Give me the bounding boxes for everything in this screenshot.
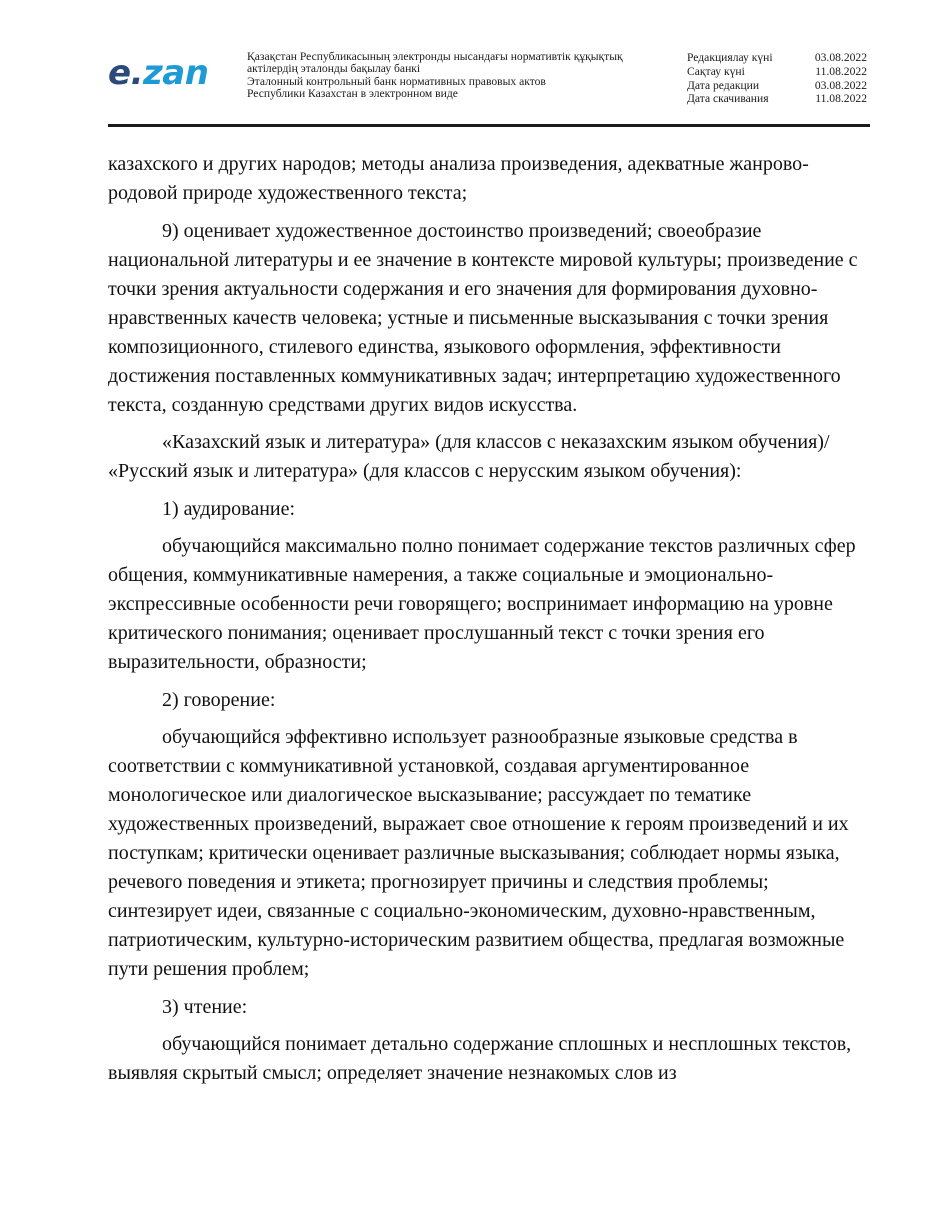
- bank-description-line: Республики Казахстан в электронном виде: [247, 87, 458, 101]
- logo-e: e: [108, 53, 131, 93]
- section-heading: 2) говорение:: [162, 688, 276, 711]
- ezan-logo[interactable]: [108, 52, 208, 94]
- bank-description: [247, 51, 667, 101]
- body-paragraph: обучающийся максимально полно понимает содержание текстов различных сфер общения, коммуникативные намерения, а также социальные и эмоционально-экспрессивные особенности речи говорящего; воспринимает информацию на уровне критического понимания; оценивает прослушанный текст с точки зрения его выразительности, образности;: [108, 535, 856, 673]
- body-paragraph: 9) оценивает художественное достоинство произведений; своеобразие национальной литературы и ее значение в контексте мировой культуры; произведение с точки зрения актуальности содержания и его значения для формирования духовно-нравственных качеств человека; устные и письменные высказывания с точки зрения композиционного, стилевого единства, языкового оформления, эффективности достижения поставленных коммуникативных задач; интерпретацию художественного текста, созданную средствами других видов искусства.: [108, 219, 858, 416]
- body-paragraph: «Казахский язык и литература» (для классов с неказахским языком обучения)/ «Русский язык и литература» (для классов с нерусским языком обучения):: [108, 431, 830, 482]
- logo-dot: .: [130, 53, 143, 93]
- date-row: [687, 51, 867, 65]
- document-body: [108, 150, 870, 1097]
- date-value: 11.08.2022: [815, 92, 867, 106]
- date-value: 03.08.2022: [814, 78, 867, 92]
- document-header: [0, 0, 935, 130]
- header-divider: [108, 124, 870, 127]
- logo-zan: zan: [142, 53, 209, 93]
- bank-description-line: актілердің эталонды бақылау банкі: [247, 62, 421, 76]
- date-row: [687, 92, 867, 106]
- date-row: [687, 65, 867, 79]
- body-paragraph: казахского и других народов; методы анализа произведения, адекватные жанрово-родовой природе художественного текста;: [108, 153, 809, 204]
- body-paragraph: обучающийся эффективно использует разнообразные языковые средства в соответствии с коммуникативной установкой, создавая аргументированное монологическое или диалогическое высказывание; рассуждает по тематике художественных произведений, выражает свое отношение к героям произведений и их поступкам; критически оценивает различные высказывания; соблюдает нормы языка, речевого поведения и этикета; прогнозирует причины и следствия проблемы; синтезирует идеи, связанные с социально-экономическим, духовно-нравственным, патриотическим, культурно-историческим развитием общества, предлагая возможные пути решения проблем;: [108, 726, 849, 980]
- date-value: 11.08.2022: [815, 64, 867, 78]
- date-label: Дата редакции: [687, 78, 760, 92]
- date-label: Редакциялау күні: [687, 51, 773, 64]
- date-label: Дата скачивания: [687, 92, 769, 106]
- body-paragraph: обучающийся понимает детально содержание сплошных и несплошных текстов, выявляя скрытый смысл; определяет значение незнакомых слов из: [108, 1033, 852, 1084]
- date-row: [687, 79, 867, 93]
- section-heading: 1) аудирование:: [162, 497, 296, 520]
- bank-description-line: Эталонный контрольный банк нормативных правовых актов: [247, 74, 546, 88]
- document-dates: [687, 51, 867, 106]
- date-label: Сақтау күні: [687, 64, 745, 78]
- date-value: 03.08.2022: [814, 51, 867, 64]
- bank-description-line: Қазақстан Республикасының электронды нысандағы нормативтік құқықтық: [247, 50, 623, 63]
- section-heading: 3) чтение:: [162, 995, 248, 1018]
